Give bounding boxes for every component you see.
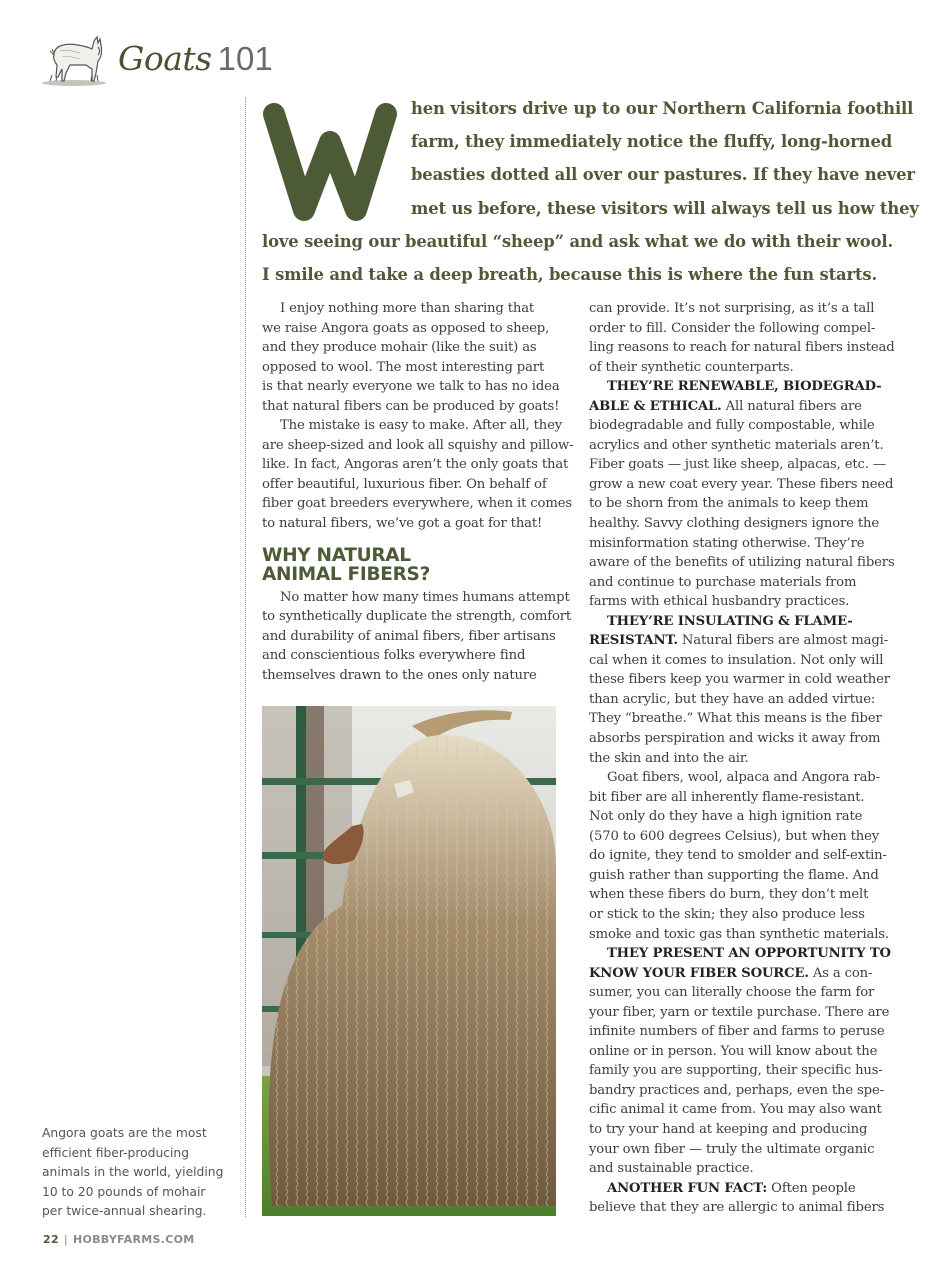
text-line: fiber goat breeders everywhere, when it comes	[262, 496, 572, 512]
text-line: believe that they are allergic to animal fibers	[589, 1200, 885, 1216]
intro-line: love seeing our beautiful “sheep” and ask what we do with their wool.	[262, 231, 894, 251]
body-paragraph-insulating	[589, 612, 890, 768]
run-in-heading: KNOW YOUR FIBER SOURCE.	[589, 965, 809, 981]
text-line: can provide. It’s not surprising, as it’s a tall	[589, 301, 875, 316]
text-line: themselves drawn to the ones only nature	[262, 667, 537, 683]
text-line: these fibers keep you warmer in cold weather	[589, 672, 890, 688]
text-line: bandry practices and, perhaps, even the spe-	[589, 1082, 884, 1098]
body-paragraph-opportunity	[589, 944, 891, 1179]
text-line: (570 to 600 degrees Celsius), but when they	[589, 828, 880, 844]
footer-separator: |	[63, 1233, 68, 1246]
text-line: do ignite, they tend to smolder and self-extin-	[589, 848, 887, 864]
text-line: They “breathe.” What this means is the fiber	[589, 711, 882, 727]
text-line: infinite numbers of fiber and farms to peruse	[589, 1024, 885, 1040]
text-line: your own fiber — truly the ultimate organic	[589, 1141, 875, 1157]
section-heading-line: ANIMAL FIBERS?	[262, 563, 431, 585]
body-paragraph	[262, 588, 572, 686]
text-line: your fiber, yarn or textile purchase. There are	[589, 1004, 890, 1020]
run-in-heading: THEY’RE RENEWABLE, BIODEGRAD-	[607, 379, 882, 395]
run-in-heading: THEY’RE INSULATING & FLAME-	[607, 613, 853, 629]
text-line: No matter how many times humans attempt	[280, 589, 570, 605]
section-heading	[262, 546, 558, 584]
text-line: to try your hand at keeping and producing	[589, 1121, 868, 1137]
text-line: absorbs perspiration and wicks it away from	[589, 731, 881, 747]
text-line: misinformation stating otherwise. They’re	[589, 535, 865, 551]
text-line: cal when it comes to insulation. Not only will	[589, 652, 884, 668]
text-line: healthy. Savvy clothing designers ignore the	[589, 516, 879, 532]
text-line: and they produce mohair (like the suit) as	[262, 340, 537, 356]
text-line: or stick to the skin; they also produce less	[589, 906, 865, 922]
text-line: sumer, you can literally choose the farm for	[589, 985, 875, 1001]
text-line: to be shorn from the animals to keep them	[589, 496, 869, 512]
text-line: to synthetically duplicate the strength, comfort	[262, 609, 572, 625]
text-line: Not only do they have a high ignition rate	[589, 809, 863, 825]
body-paragraph	[589, 299, 895, 377]
caption-line: Angora goats are the most	[42, 1126, 207, 1140]
text-line: offer beautiful, luxurious fiber. On behalf of	[262, 476, 547, 492]
page-footer	[43, 1233, 194, 1246]
caption-line: efficient fiber-producing	[42, 1145, 190, 1160]
section-heading-line: WHY NATURAL	[262, 544, 411, 566]
intro-line: farm, they immediately notice the fluffy, long-horned	[411, 132, 893, 152]
intro-line: met us before, these visitors will always tell us how they	[411, 198, 919, 218]
body-paragraph-funfact	[589, 1179, 885, 1218]
text-line: bit fiber are all inherently flame-resistant.	[589, 789, 865, 805]
text-run: Often people	[767, 1180, 856, 1196]
intro-line: beasties dotted all over our pastures. If they have never	[411, 165, 915, 185]
body-paragraph	[262, 299, 558, 416]
text-line: order to fill. Consider the following compel-	[589, 320, 876, 336]
caption-line: animals in the world, yielding	[42, 1165, 224, 1180]
goat-photo	[262, 706, 556, 1216]
photo-caption	[42, 1124, 242, 1222]
text-line: online or in person. You will know about the	[589, 1043, 878, 1059]
intro-line: I smile and take a deep breath, because this is where the fun starts.	[262, 264, 877, 284]
page-number: 22	[43, 1233, 59, 1246]
website-link[interactable]: HOBBYFARMS.COM	[72, 1233, 195, 1246]
section-title-script: Goats	[118, 38, 212, 78]
section-title	[118, 39, 273, 78]
article-column-2	[589, 299, 895, 1218]
text-line: family you are supporting, their specific hus-	[589, 1063, 883, 1079]
text-line: of their synthetic counterparts.	[589, 359, 794, 375]
section-title-number: 101	[217, 39, 273, 77]
text-line: and continue to purchase materials from	[589, 574, 857, 590]
text-line: are sheep-sized and look all squishy and pillow-	[262, 437, 574, 453]
body-paragraph	[262, 416, 574, 533]
text-line: grow a new coat every year. These fibers need	[589, 476, 894, 492]
run-in-heading: THEY PRESENT AN OPPORTUNITY TO	[607, 946, 891, 962]
run-in-heading: RESISTANT.	[589, 633, 678, 649]
caption-line: per twice-annual shearing.	[42, 1204, 207, 1219]
run-in-heading: ANOTHER FUN FACT:	[607, 1180, 768, 1196]
text-line: I enjoy nothing more than sharing that	[280, 301, 535, 316]
body-paragraph-flame	[589, 768, 889, 944]
text-line: biodegradable and fully compostable, while	[589, 418, 875, 434]
text-run: As a con-	[808, 965, 873, 981]
text-line: aware of the benefits of utilizing natural fibers	[589, 555, 895, 571]
text-line: farms with ethical husbandry practices.	[589, 594, 850, 610]
text-line: ling reasons to reach for natural fibers instead	[589, 340, 895, 356]
text-line: smoke and toxic gas than synthetic materials.	[589, 926, 889, 942]
text-run: Natural fibers are almost magi-	[677, 633, 889, 649]
text-line: and sustainable practice.	[589, 1161, 754, 1177]
caption-line: 10 to 20 pounds of mohair	[42, 1184, 206, 1199]
text-line: than acrylic, but they have an added virtue:	[589, 691, 876, 707]
text-line: Goat fibers, wool, alpaca and Angora rab-	[607, 770, 880, 786]
intro-line: hen visitors drive up to our Northern California foothill	[411, 99, 914, 118]
text-line: to natural fibers, we’ve got a goat for that!	[262, 516, 543, 532]
run-in-heading: ABLE & ETHICAL.	[589, 398, 722, 414]
goat-illustration-icon	[40, 29, 108, 87]
body-paragraph-renewable	[589, 377, 895, 612]
text-line: when these fibers do burn, they don’t melt	[589, 887, 869, 903]
text-run: All natural fibers are	[721, 398, 862, 414]
text-line: The mistake is easy to make. After all, they	[280, 418, 563, 434]
text-line: we raise Angora goats as opposed to sheep,	[262, 320, 550, 336]
intro-paragraph	[262, 92, 919, 291]
article-column-1	[262, 299, 574, 685]
text-line: like. In fact, Angoras aren’t the only goats that	[262, 457, 569, 473]
section-header	[40, 28, 273, 88]
text-line: acrylics and other synthetic materials aren’t.	[589, 437, 884, 453]
text-line: the skin and into the air.	[589, 750, 749, 766]
text-line: guish rather than supporting the flame. And	[589, 867, 879, 883]
text-line: is that nearly everyone we talk to has no idea	[262, 379, 560, 395]
text-line: that natural fibers can be produced by goats!	[262, 398, 560, 414]
text-line: opposed to wool. The most interesting part	[262, 359, 545, 375]
dropcap-w	[262, 102, 397, 224]
text-line: cific animal it came from. You may also want	[589, 1102, 882, 1118]
text-line: and durability of animal fibers, fiber artisans	[262, 628, 556, 644]
text-line: and conscientious folks everywhere find	[262, 648, 526, 664]
column-divider	[245, 97, 246, 1217]
text-line: Fiber goats — just like sheep, alpacas, etc. —	[589, 457, 886, 473]
angora-goat-image	[262, 706, 556, 1216]
